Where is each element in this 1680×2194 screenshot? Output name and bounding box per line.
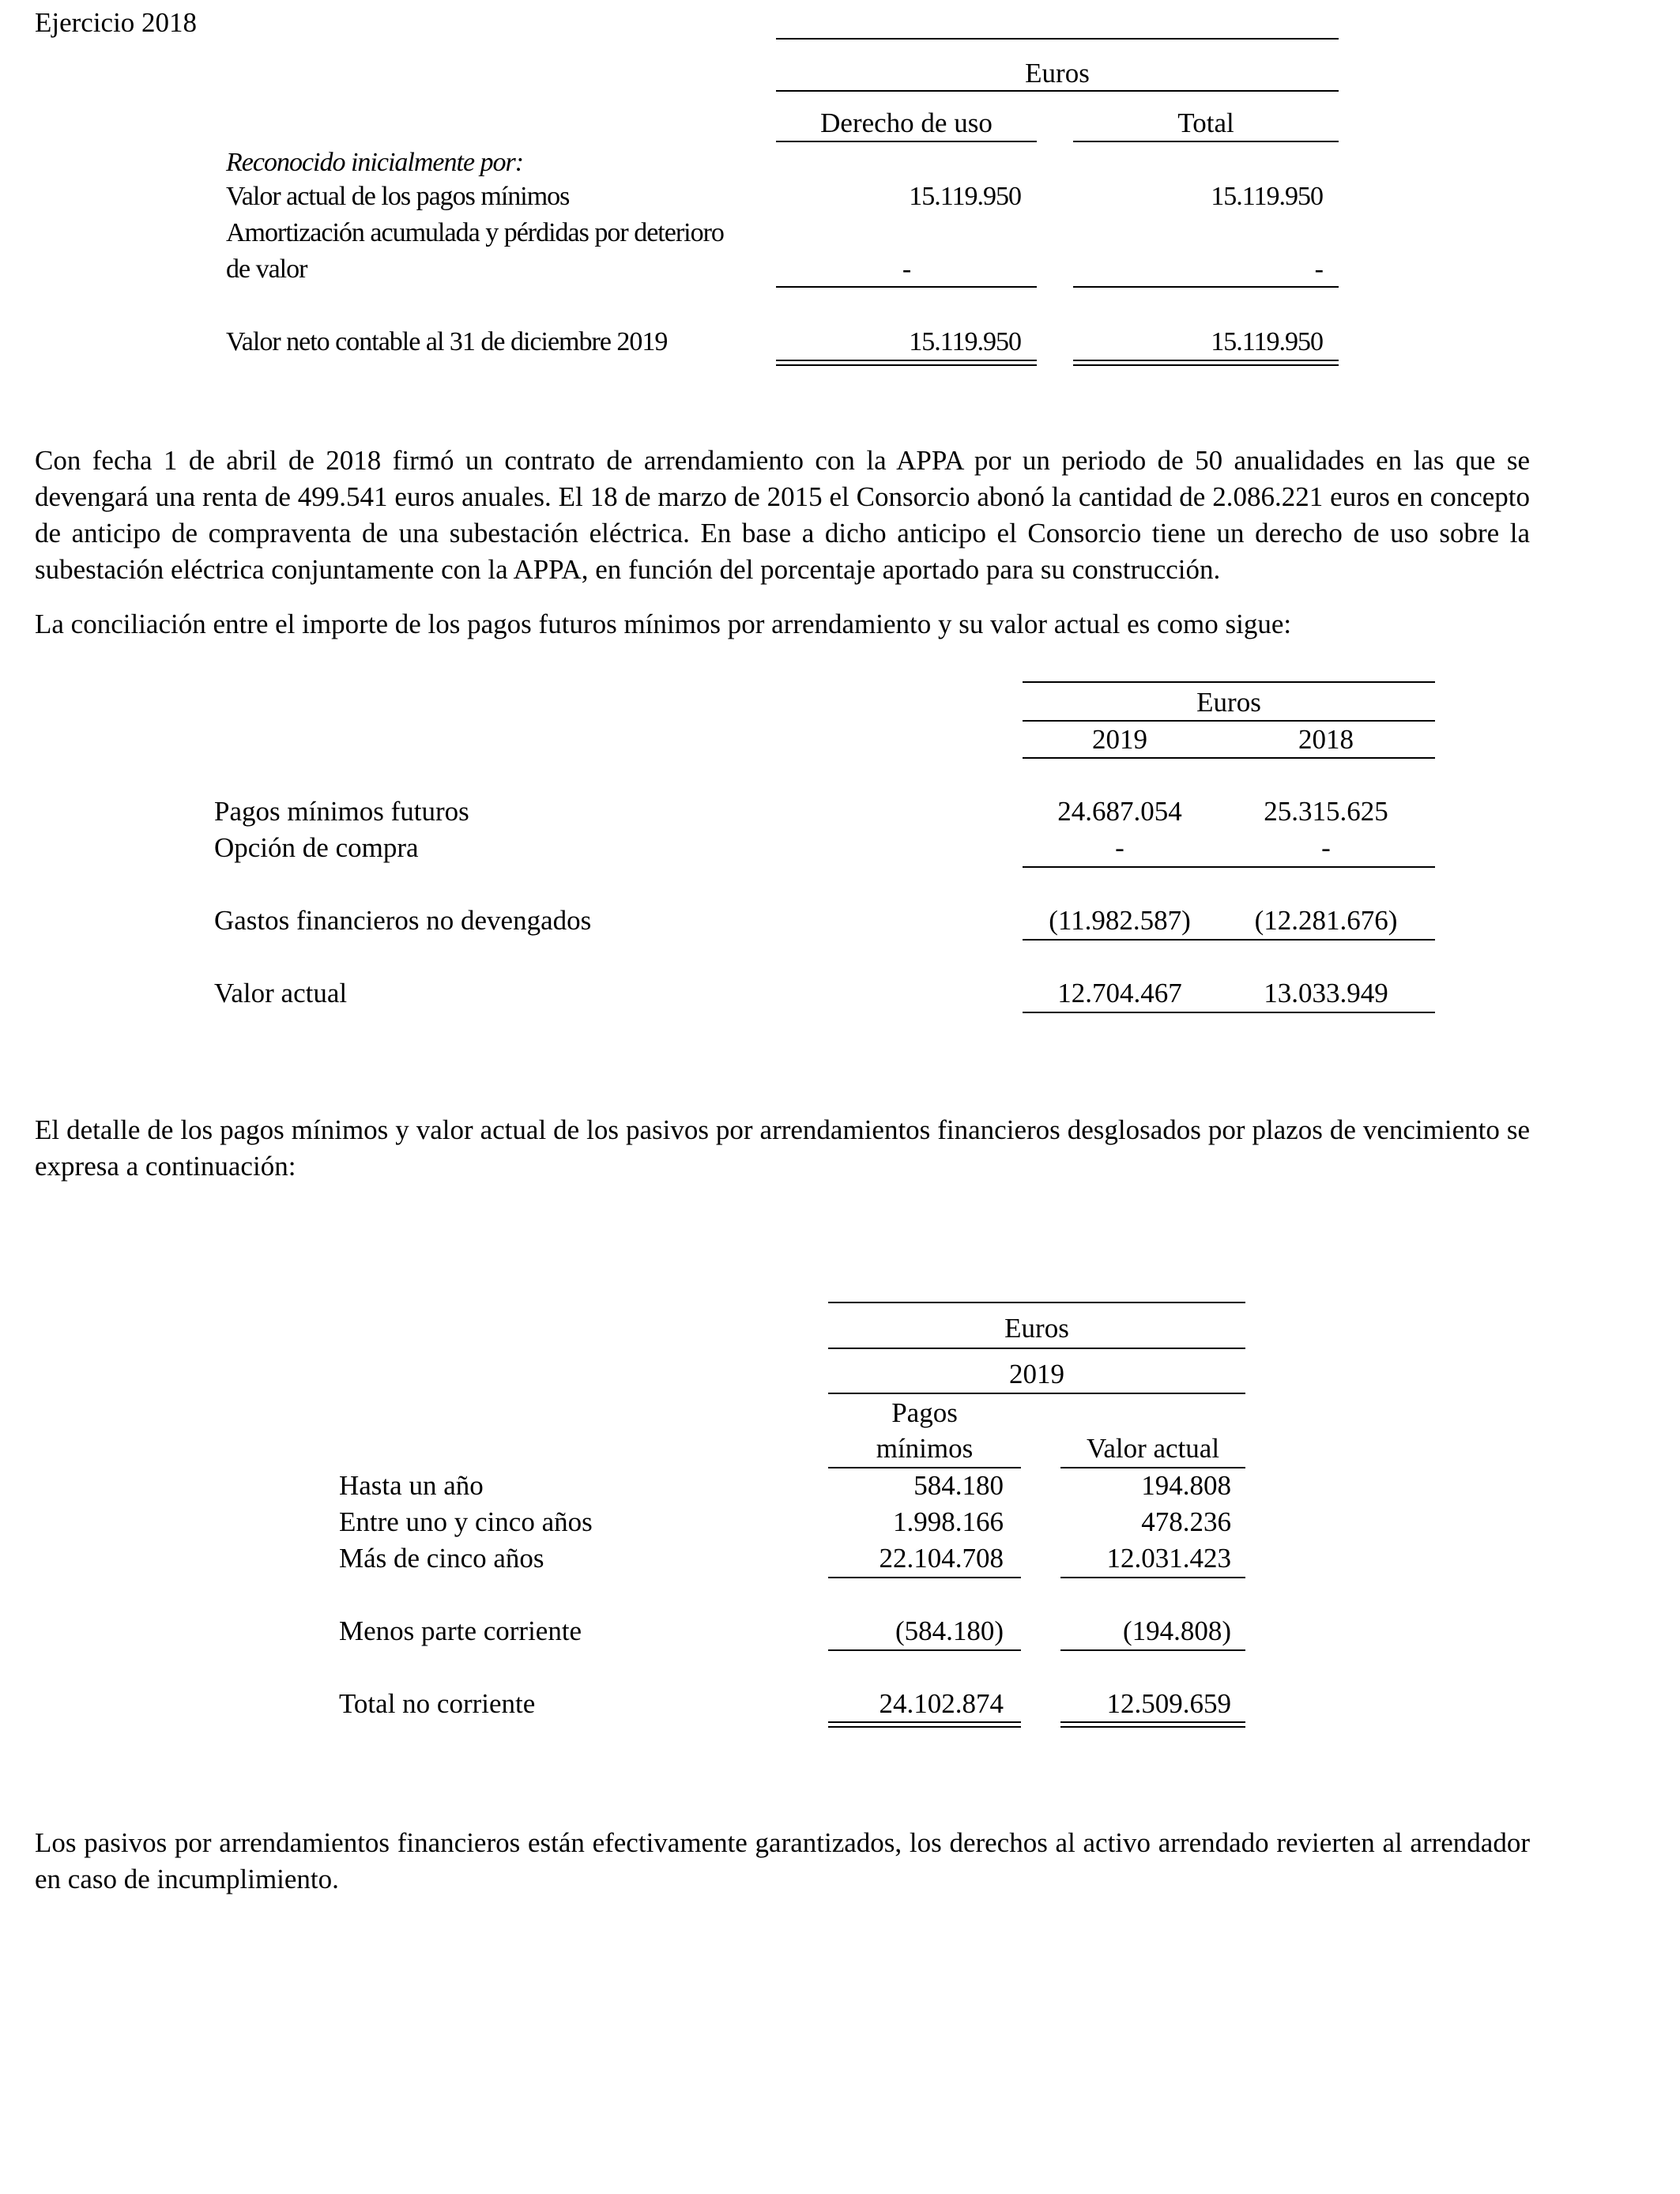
row-label: Menos parte corriente	[339, 1615, 582, 1646]
page-heading: Ejercicio 2018	[35, 7, 198, 38]
total-double-rule	[1073, 360, 1339, 366]
currency-header: Euros	[1004, 1313, 1069, 1344]
row-value: -	[902, 254, 911, 284]
header-rule	[828, 1393, 1245, 1394]
row-value: (12.281.676)	[1254, 905, 1398, 936]
row-value: 12.031.423	[1106, 1543, 1231, 1574]
column-rule	[1073, 141, 1339, 142]
column-rule	[1023, 757, 1435, 759]
row-value: 24.687.054	[1057, 796, 1182, 827]
subtotal-rule	[1073, 286, 1339, 288]
column-header-valor-actual: Valor actual	[1086, 1433, 1220, 1464]
row-value: (584.180)	[895, 1615, 1004, 1646]
row-value: 12.509.659	[1106, 1688, 1231, 1719]
subtotal-rule	[776, 286, 1037, 288]
currency-header: Euros	[1196, 687, 1261, 718]
row-value: 1.998.166	[893, 1506, 1004, 1537]
row-value: -	[1321, 832, 1331, 863]
column-header-pagos: Pagos	[891, 1397, 958, 1428]
row-label: Entre uno y cinco años	[339, 1506, 593, 1537]
subtotal-rule	[1060, 1577, 1245, 1578]
subtotal-rule	[1023, 939, 1435, 941]
section-label: Reconocido inicialmente por:	[226, 148, 524, 177]
year-header: 2019	[1009, 1359, 1064, 1389]
paragraph-reconciliation-intro: La conciliación entre el importe de los pagos futuros mínimos por arrendamiento y su valor actual es como sigue:	[35, 609, 1292, 639]
row-value: 12.704.467	[1057, 978, 1182, 1008]
row-label: Más de cinco años	[339, 1543, 544, 1574]
row-value: (11.982.587)	[1049, 905, 1191, 936]
row-value: 15.119.950	[1211, 327, 1323, 356]
row-label: Pagos mínimos futuros	[214, 796, 469, 827]
column-header-total: Total	[1177, 107, 1234, 138]
row-value: 15.119.950	[1211, 182, 1323, 211]
total-rule	[1023, 1012, 1435, 1013]
row-value: -	[1115, 832, 1124, 863]
row-value: 478.236	[1141, 1506, 1231, 1537]
table-top-rule	[1023, 681, 1435, 683]
row-value: 194.808	[1141, 1470, 1231, 1501]
row-value: 584.180	[913, 1470, 1004, 1501]
column-header-derecho-de-uso: Derecho de uso	[820, 107, 993, 138]
column-header-2019: 2019	[1092, 724, 1147, 755]
header-rule	[776, 90, 1339, 92]
row-label: Gastos financieros no devengados	[214, 905, 592, 936]
total-double-rule	[828, 1721, 1021, 1728]
header-rule	[828, 1348, 1245, 1349]
column-header-minimos: mínimos	[876, 1433, 974, 1464]
column-header-2018: 2018	[1298, 724, 1354, 755]
row-value: 25.315.625	[1264, 796, 1388, 827]
currency-header: Euros	[1025, 58, 1090, 89]
total-double-rule	[1060, 1721, 1245, 1728]
subtotal-rule	[828, 1649, 1021, 1651]
row-label: Total no corriente	[339, 1688, 536, 1719]
row-label: de valor	[226, 254, 307, 284]
column-rule	[776, 141, 1037, 142]
row-label: Valor actual	[214, 978, 348, 1008]
row-label: Amortización acumulada y pérdidas por deterioro	[226, 218, 724, 247]
row-value: 15.119.950	[909, 327, 1021, 356]
row-value: 22.104.708	[879, 1543, 1004, 1574]
subtotal-rule	[828, 1577, 1021, 1578]
table-top-rule	[776, 38, 1339, 40]
row-value: 13.033.949	[1264, 978, 1388, 1008]
paragraph-maturity-intro: El detalle de los pagos mínimos y valor actual de los pasivos por arrendamientos financieros desglosados por plazos de vencimiento se expresa a continuación:	[35, 1114, 1530, 1182]
subtotal-rule	[1023, 866, 1435, 868]
row-label: Opción de compra	[214, 832, 419, 863]
row-value: 24.102.874	[879, 1688, 1004, 1719]
row-label: Valor actual de los pagos mínimos	[226, 182, 570, 211]
subtotal-rule	[1060, 1649, 1245, 1651]
paragraph-guarantee: Los pasivos por arrendamientos financieros están efectivamente garantizados, los derechos al activo arrendado revierten al arrendador en caso de incumplimiento.	[35, 1827, 1530, 1894]
row-value: (194.808)	[1122, 1615, 1231, 1646]
paragraph-lease-contract: Con fecha 1 de abril de 2018 firmó un contrato de arrendamiento con la APPA por un periodo de 50 anualidades en las que se devengará una renta de 499.541 euros anuales. El 18 de marzo de 2015 el Consorcio abonó la cantidad de 2.086.221 euros en concepto de anticipo de compraventa de una subestación eléctrica. En base a dicho anticipo el Consorcio tiene un derecho de uso sobre la subestación eléctrica conjuntamente con la APPA, en función del porcentaje aportado para su construcción.	[35, 445, 1530, 585]
row-value: -	[1314, 254, 1323, 284]
row-label: Hasta un año	[339, 1470, 484, 1501]
total-double-rule	[776, 360, 1037, 366]
row-label: Valor neto contable al 31 de diciembre 2019	[226, 327, 668, 356]
table-top-rule	[828, 1302, 1245, 1303]
row-value: 15.119.950	[909, 182, 1021, 211]
